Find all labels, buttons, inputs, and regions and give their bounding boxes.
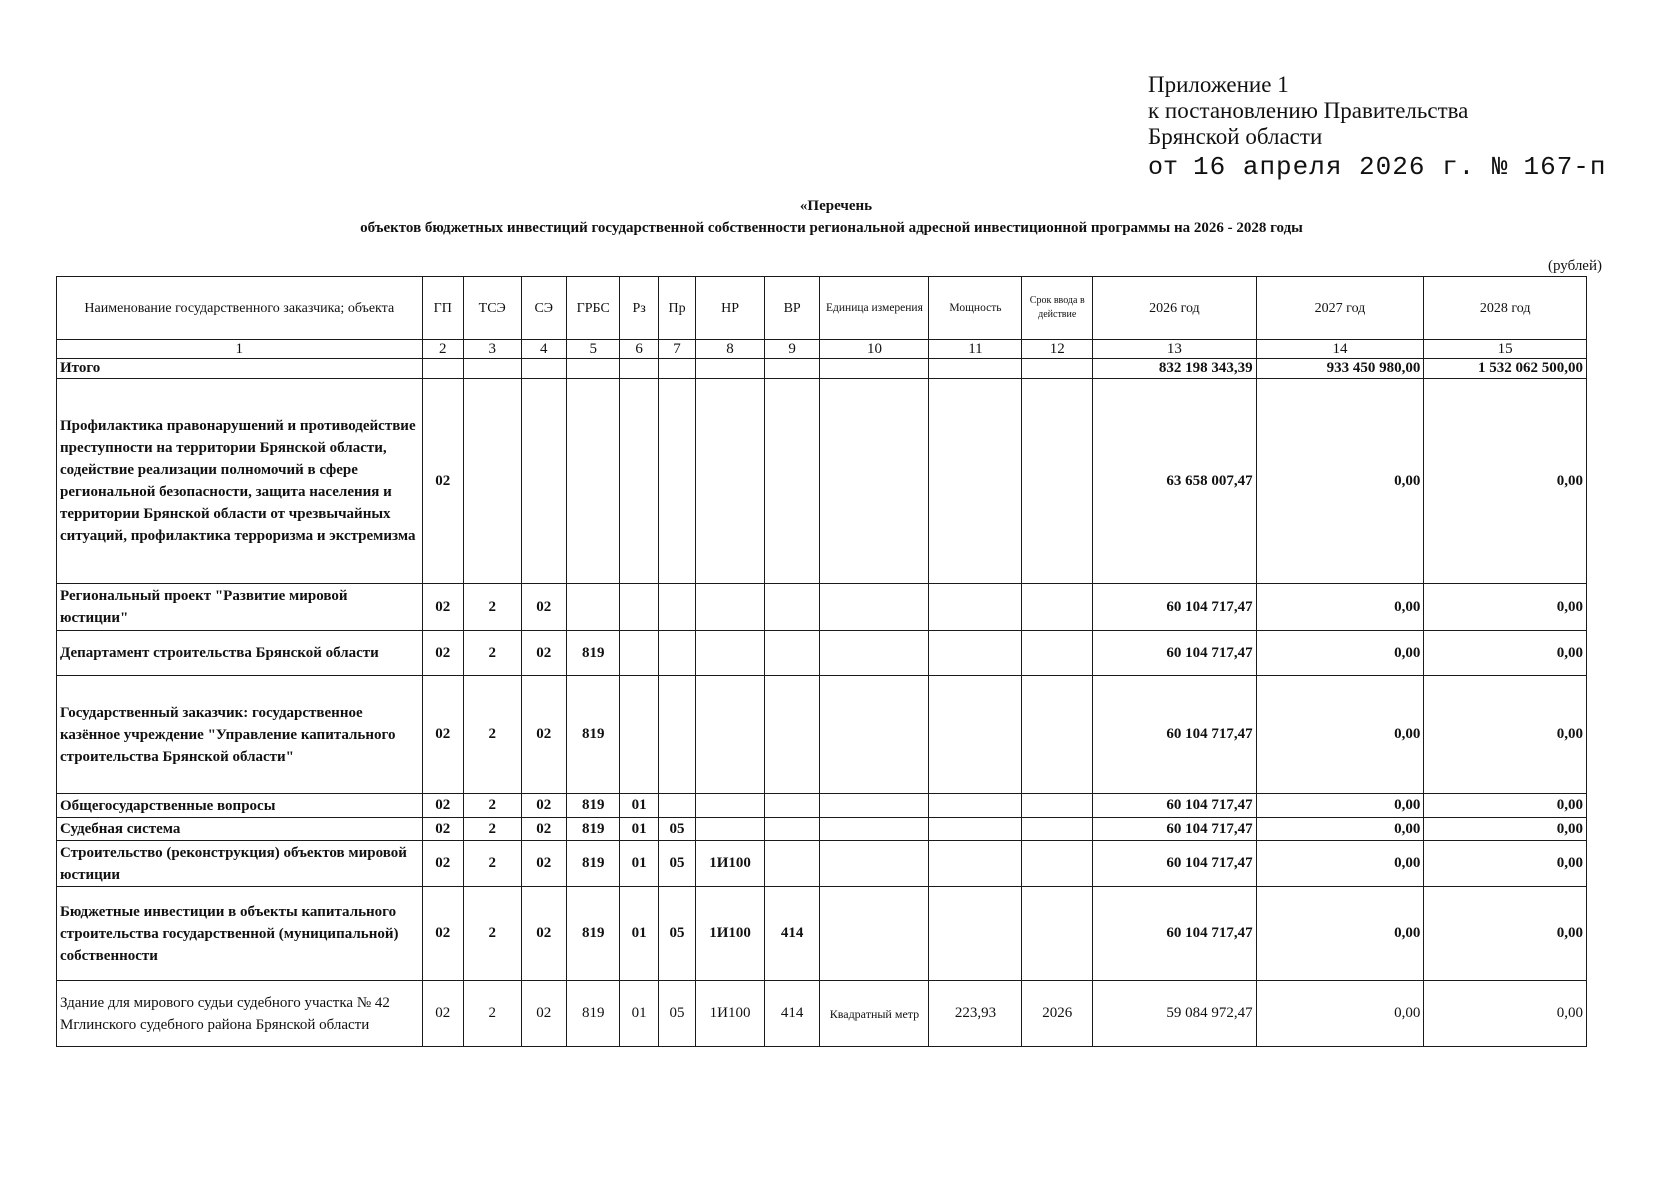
col-number: 6 [620, 340, 658, 359]
cell-name: Государственный заказчик: государственное казённое учреждение "Управление капитального строительства Брянской области" [57, 676, 423, 794]
cell-unit [820, 818, 929, 841]
cell-pr: 05 [658, 887, 695, 981]
cell-nr [696, 379, 765, 584]
col-number: 1 [57, 340, 423, 359]
cell-tse: 2 [463, 887, 521, 981]
cell-vr: 414 [764, 981, 820, 1047]
cell-grbs: 819 [566, 981, 620, 1047]
col-number: 2 [422, 340, 463, 359]
cell-se [521, 379, 566, 584]
col-number: 8 [696, 340, 765, 359]
cell-grbs [566, 379, 620, 584]
cell-unit [820, 841, 929, 887]
cell-vr [764, 818, 820, 841]
document-subtitle: объектов бюджетных инвестиций государственной собственности региональной адресной инвестиционной программы на 2026 - 2028 годы [360, 220, 1303, 236]
cell-vr [764, 584, 820, 631]
col-number: 14 [1256, 340, 1424, 359]
col-header: Мощность [929, 277, 1022, 340]
cell-power [929, 887, 1022, 981]
header-row [57, 277, 1587, 340]
column-number-row [57, 340, 1587, 359]
cell-y2028: 0,00 [1424, 584, 1587, 631]
cell-term [1022, 818, 1093, 841]
document-title: «Перечень [799, 198, 873, 214]
col-number: 11 [929, 340, 1022, 359]
cell-name: Здание для мирового судьи судебного участка № 42 Мглинского судебного района Брянской области [57, 981, 423, 1047]
cell-y2028: 0,00 [1424, 841, 1587, 887]
cell-pr [658, 676, 695, 794]
total-label: Итого [57, 359, 423, 379]
cell-power: 223,93 [929, 981, 1022, 1047]
table-row [57, 631, 1587, 676]
cell-power [929, 584, 1022, 631]
cell-gp: 02 [422, 981, 463, 1047]
cell-tse: 2 [463, 818, 521, 841]
table-row [57, 379, 1587, 584]
cell-y2027: 0,00 [1256, 379, 1424, 584]
cell-pr: 05 [658, 818, 695, 841]
col-header: 2027 год [1256, 277, 1424, 340]
cell-se: 02 [521, 981, 566, 1047]
cell-term [1022, 379, 1093, 584]
cell-pr [658, 631, 695, 676]
date-prefix: от [1148, 153, 1179, 182]
cell-nr [696, 631, 765, 676]
col-header: Единица измерения [820, 277, 929, 340]
units-label: (рублей) [1547, 258, 1602, 274]
cell-grbs: 819 [566, 818, 620, 841]
appendix-date-line [1148, 154, 1607, 181]
cell-rz: 01 [620, 841, 658, 887]
col-header: НР [696, 277, 765, 340]
cell-se: 02 [521, 631, 566, 676]
cell-name: Судебная система [57, 818, 423, 841]
col-number: 9 [764, 340, 820, 359]
col-number: 15 [1424, 340, 1587, 359]
cell-vr [764, 676, 820, 794]
col-number: 5 [566, 340, 620, 359]
cell-rz: 01 [620, 818, 658, 841]
cell-nr: 1И100 [696, 887, 765, 981]
cell-y2027: 0,00 [1256, 841, 1424, 887]
table-row [57, 584, 1587, 631]
cell-tse: 2 [463, 794, 521, 818]
cell-gp: 02 [422, 676, 463, 794]
cell-tse: 2 [463, 631, 521, 676]
cell-y2028: 0,00 [1424, 379, 1587, 584]
cell-gp: 02 [422, 794, 463, 818]
col-header: Пр [658, 277, 695, 340]
cell-se: 02 [521, 676, 566, 794]
cell-pr: 05 [658, 841, 695, 887]
cell-term [1022, 794, 1093, 818]
cell-name: Региональный проект "Развитие мировой юстиции" [57, 584, 423, 631]
cell-gp: 02 [422, 584, 463, 631]
total-row [57, 359, 1587, 379]
total-2026: 832 198 343,39 [1093, 359, 1257, 379]
col-header: СЭ [521, 277, 566, 340]
cell-y2026: 60 104 717,47 [1093, 841, 1257, 887]
cell-tse: 2 [463, 676, 521, 794]
cell-vr: 414 [764, 887, 820, 981]
cell-y2027: 0,00 [1256, 887, 1424, 981]
cell-unit [820, 794, 929, 818]
cell-gp: 02 [422, 818, 463, 841]
cell-tse: 2 [463, 584, 521, 631]
cell-y2026: 60 104 717,47 [1093, 631, 1257, 676]
cell-tse: 2 [463, 841, 521, 887]
cell-power [929, 818, 1022, 841]
cell-se: 02 [521, 841, 566, 887]
cell-power [929, 379, 1022, 584]
cell-grbs [566, 584, 620, 631]
cell-nr [696, 794, 765, 818]
col-header: ВР [764, 277, 820, 340]
cell-rz [620, 631, 658, 676]
col-header: ТСЭ [463, 277, 521, 340]
cell-se: 02 [521, 887, 566, 981]
investment-table [56, 276, 1587, 1047]
cell-rz: 01 [620, 794, 658, 818]
cell-power [929, 676, 1022, 794]
total-2028: 1 532 062 500,00 [1424, 359, 1587, 379]
col-header: ГРБС [566, 277, 620, 340]
cell-unit [820, 887, 929, 981]
col-number: 12 [1022, 340, 1093, 359]
cell-unit: Квадратный метр [820, 981, 929, 1047]
cell-y2027: 0,00 [1256, 794, 1424, 818]
cell-rz: 01 [620, 981, 658, 1047]
cell-se: 02 [521, 584, 566, 631]
col-number: 10 [820, 340, 929, 359]
cell-term [1022, 584, 1093, 631]
cell-name: Профилактика правонарушений и противодействие преступности на территории Брянской области, содействие реализации полномочий в сфере региональной безопасности, защита населения и территории Брянской области от чрезвычайных ситуаций, профилактика терроризма и экстремизма [57, 379, 423, 584]
cell-power [929, 841, 1022, 887]
cell-term: 2026 [1022, 981, 1093, 1047]
cell-rz [620, 676, 658, 794]
cell-rz [620, 584, 658, 631]
cell-power [929, 794, 1022, 818]
cell-nr [696, 584, 765, 631]
cell-unit [820, 631, 929, 676]
cell-pr: 05 [658, 981, 695, 1047]
appendix-line-1: Приложение 1 [1148, 72, 1289, 97]
cell-y2028: 0,00 [1424, 676, 1587, 794]
cell-tse: 2 [463, 981, 521, 1047]
cell-y2028: 0,00 [1424, 981, 1587, 1047]
cell-unit [820, 584, 929, 631]
cell-grbs: 819 [566, 887, 620, 981]
cell-vr [764, 379, 820, 584]
cell-grbs: 819 [566, 841, 620, 887]
cell-y2026: 60 104 717,47 [1093, 818, 1257, 841]
cell-term [1022, 676, 1093, 794]
cell-name: Строительство (реконструкция) объектов мировой юстиции [57, 841, 423, 887]
cell-vr [764, 841, 820, 887]
cell-y2027: 0,00 [1256, 584, 1424, 631]
cell-y2028: 0,00 [1424, 794, 1587, 818]
cell-name: Общегосударственные вопросы [57, 794, 423, 818]
cell-pr [658, 584, 695, 631]
resolution-date: 16 апреля 2026 г. № [1193, 152, 1509, 182]
appendix-header [1148, 72, 1607, 181]
cell-y2027: 0,00 [1256, 981, 1424, 1047]
table-row [57, 887, 1587, 981]
col-header: 2026 год [1093, 277, 1257, 340]
cell-se: 02 [521, 794, 566, 818]
cell-vr [764, 631, 820, 676]
cell-nr: 1И100 [696, 981, 765, 1047]
cell-tse [463, 379, 521, 584]
table-row [57, 794, 1587, 818]
cell-term [1022, 841, 1093, 887]
appendix-line-2: к постановлению Правительства [1148, 98, 1469, 123]
cell-y2026: 60 104 717,47 [1093, 887, 1257, 981]
cell-y2026: 63 658 007,47 [1093, 379, 1257, 584]
cell-name: Департамент строительства Брянской области [57, 631, 423, 676]
cell-gp: 02 [422, 379, 463, 584]
total-2027: 933 450 980,00 [1256, 359, 1424, 379]
table-row [57, 676, 1587, 794]
cell-nr [696, 818, 765, 841]
cell-y2026: 60 104 717,47 [1093, 584, 1257, 631]
cell-se: 02 [521, 818, 566, 841]
cell-gp: 02 [422, 631, 463, 676]
cell-vr [764, 794, 820, 818]
col-number: 7 [658, 340, 695, 359]
cell-gp: 02 [422, 887, 463, 981]
cell-y2027: 0,00 [1256, 676, 1424, 794]
cell-y2028: 0,00 [1424, 631, 1587, 676]
cell-y2026: 60 104 717,47 [1093, 676, 1257, 794]
table-row [57, 981, 1587, 1047]
cell-unit [820, 676, 929, 794]
cell-unit [820, 379, 929, 584]
cell-y2026: 59 084 972,47 [1093, 981, 1257, 1047]
cell-nr [696, 676, 765, 794]
cell-gp: 02 [422, 841, 463, 887]
resolution-number: 167-п [1523, 152, 1607, 182]
cell-pr [658, 379, 695, 584]
table-row [57, 841, 1587, 887]
col-header: 2028 год [1424, 277, 1587, 340]
cell-y2027: 0,00 [1256, 631, 1424, 676]
cell-grbs: 819 [566, 794, 620, 818]
col-number: 13 [1093, 340, 1257, 359]
cell-y2026: 60 104 717,47 [1093, 794, 1257, 818]
cell-y2027: 0,00 [1256, 818, 1424, 841]
col-header: Срок ввода в действие [1022, 277, 1093, 340]
table-row [57, 818, 1587, 841]
col-number: 4 [521, 340, 566, 359]
col-header: Наименование государственного заказчика; объекта [57, 277, 423, 340]
cell-name: Бюджетные инвестиции в объекты капитального строительства государственной (муниципальной) собственности [57, 887, 423, 981]
cell-term [1022, 887, 1093, 981]
cell-y2028: 0,00 [1424, 818, 1587, 841]
cell-rz: 01 [620, 887, 658, 981]
col-header: ГП [422, 277, 463, 340]
cell-nr: 1И100 [696, 841, 765, 887]
appendix-line-3: Брянской области [1148, 124, 1323, 149]
cell-power [929, 631, 1022, 676]
cell-grbs: 819 [566, 676, 620, 794]
cell-grbs: 819 [566, 631, 620, 676]
cell-y2028: 0,00 [1424, 887, 1587, 981]
col-number: 3 [463, 340, 521, 359]
col-header: Рз [620, 277, 658, 340]
cell-term [1022, 631, 1093, 676]
cell-rz [620, 379, 658, 584]
cell-pr [658, 794, 695, 818]
